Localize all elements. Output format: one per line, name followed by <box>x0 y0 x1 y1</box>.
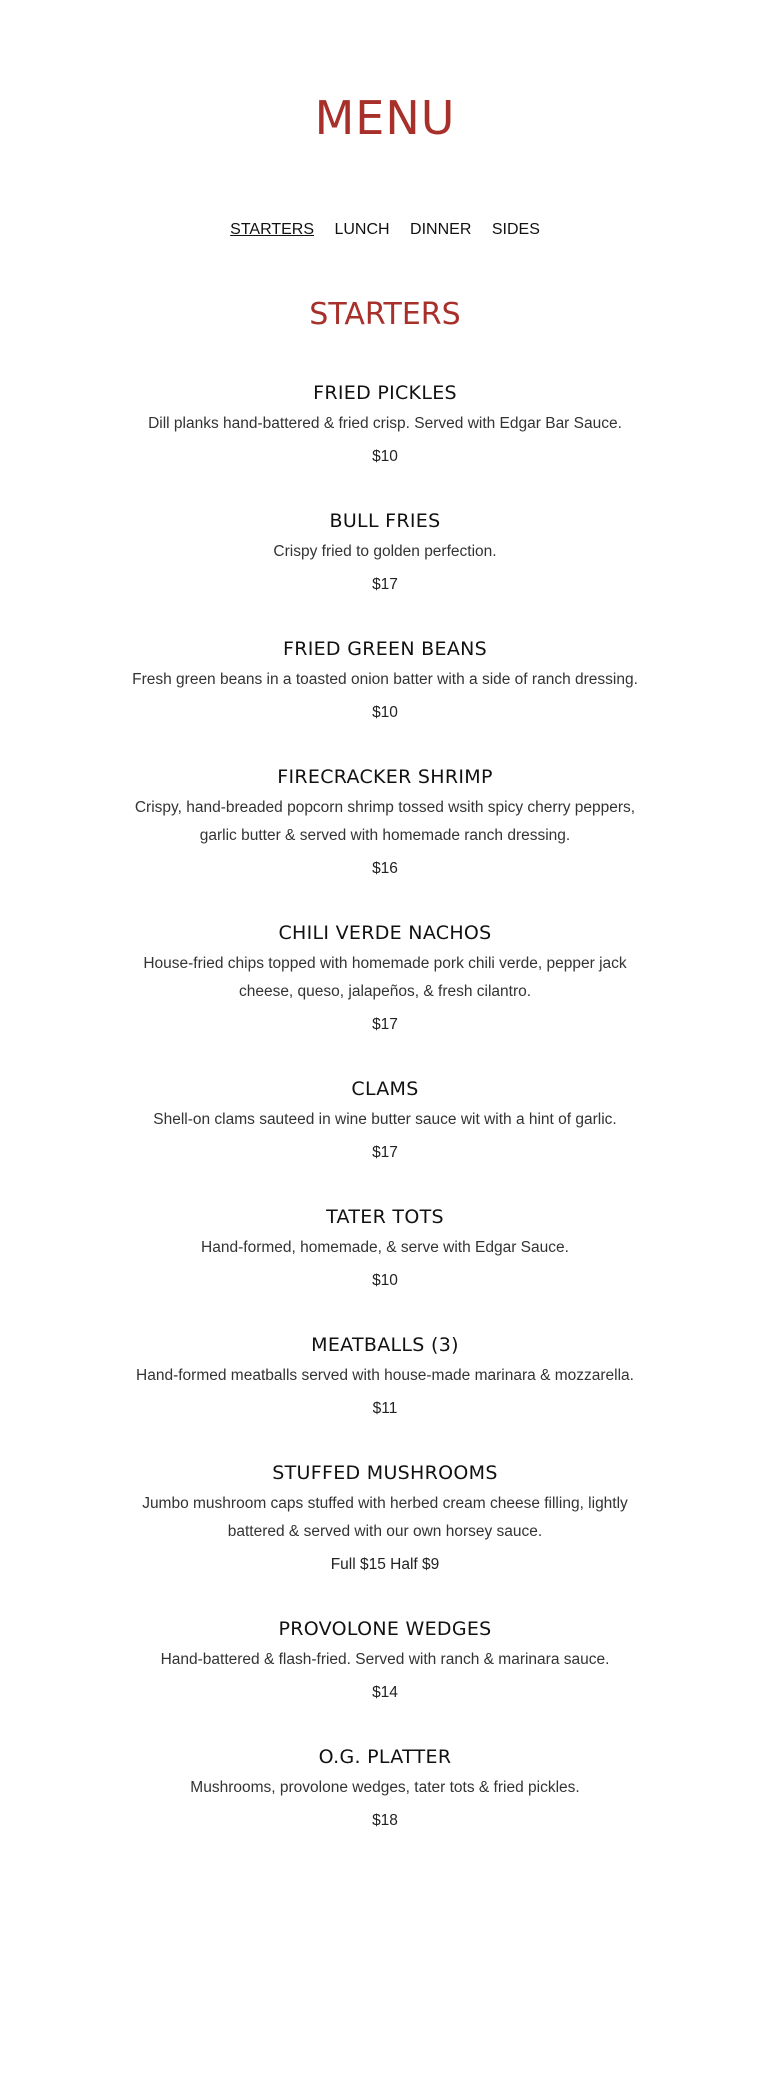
item-name: FRIED GREEN BEANS <box>282 638 487 660</box>
menu-item <box>125 1744 645 1834</box>
item-name: FRIED PICKLES <box>313 382 457 404</box>
menu-item <box>125 764 645 882</box>
menu-item <box>125 1616 645 1706</box>
item-description: Dill planks hand-battered & fried crisp. Served with Edgar Bar Sauce. <box>148 415 622 432</box>
item-price: $17 <box>372 576 398 593</box>
menu-item-list <box>125 380 645 1872</box>
menu-item <box>125 1204 645 1294</box>
item-description: House-fried chips topped with homemade pork chili verde, pepper jack cheese, queso, jalapeños, & fresh cilantro. <box>143 955 627 1000</box>
menu-item <box>125 380 645 470</box>
item-name: STUFFED MUSHROOMS <box>272 1462 498 1484</box>
item-name: FIRECRACKER SHRIMP <box>277 766 493 788</box>
item-description: Shell-on clams sauteed in wine butter sauce wit with a hint of garlic. <box>153 1111 617 1128</box>
item-price: $17 <box>372 1016 398 1033</box>
tab-dinner[interactable]: DINNER <box>410 221 472 238</box>
tab-sides[interactable]: SIDES <box>491 221 540 238</box>
menu-item <box>125 508 645 598</box>
tab-starters[interactable]: STARTERS <box>230 221 315 238</box>
item-price: $14 <box>372 1684 398 1701</box>
menu-item <box>125 920 645 1038</box>
item-description: Crispy fried to golden perfection. <box>273 543 497 560</box>
item-description: Hand-battered & flash-fried. Served with ranch & marinara sauce. <box>160 1651 610 1668</box>
menu-item <box>125 1460 645 1578</box>
item-description: Jumbo mushroom caps stuffed with herbed cream cheese filling, lightly battered & served with our own horsey sauce. <box>142 1495 628 1540</box>
page-title: MENU <box>314 91 456 145</box>
menu-item <box>125 636 645 726</box>
item-price: $10 <box>372 1272 398 1289</box>
item-description: Hand-formed, homemade, & serve with Edgar Sauce. <box>201 1239 569 1256</box>
item-description: Mushrooms, provolone wedges, tater tots & fried pickles. <box>190 1779 580 1796</box>
item-price: $11 <box>372 1400 398 1417</box>
menu-item <box>125 1076 645 1166</box>
menu-item <box>125 1332 645 1422</box>
item-price: $18 <box>372 1812 398 1829</box>
item-price: $10 <box>372 704 398 721</box>
item-name: BULL FRIES <box>329 510 441 532</box>
item-description: Fresh green beans in a toasted onion batter with a side of ranch dressing. <box>132 671 638 688</box>
item-name: MEATBALLS (3) <box>311 1334 459 1356</box>
tab-lunch[interactable]: LUNCH <box>334 221 390 238</box>
menu-category-nav <box>0 219 770 241</box>
item-price: $17 <box>372 1144 398 1161</box>
item-description: Hand-formed meatballs served with house-made marinara & mozzarella. <box>136 1367 634 1384</box>
item-price: $16 <box>372 860 398 877</box>
item-price: Full $15 Half $9 <box>330 1556 440 1573</box>
item-name: CHILI VERDE NACHOS <box>278 922 492 944</box>
item-price: $10 <box>372 448 398 465</box>
item-name: CLAMS <box>351 1078 419 1100</box>
item-description: Crispy, hand-breaded popcorn shrimp tossed wsith spicy cherry peppers, garlic butter & served with homemade ranch dressing. <box>134 799 636 844</box>
item-name: O.G. PLATTER <box>318 1746 452 1768</box>
section-title: STARTERS <box>309 297 461 332</box>
item-name: TATER TOTS <box>326 1206 444 1228</box>
item-name: PROVOLONE WEDGES <box>278 1618 492 1640</box>
